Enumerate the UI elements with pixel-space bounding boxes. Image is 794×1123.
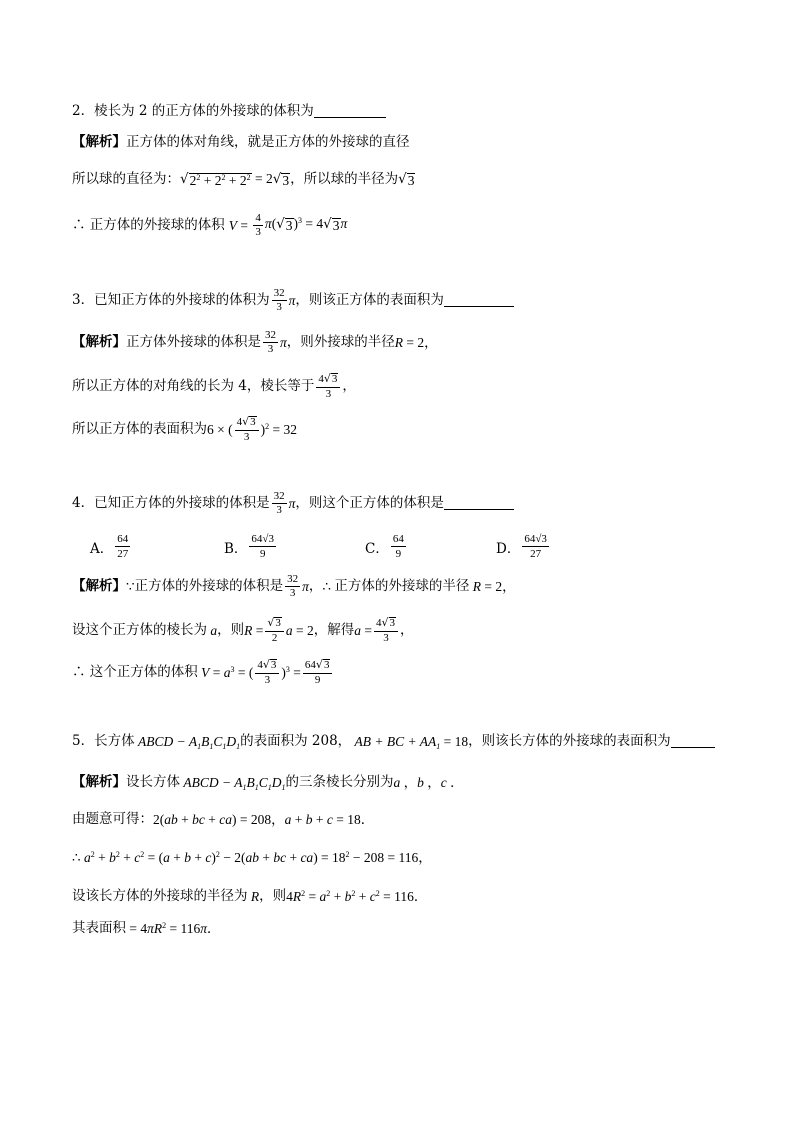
problem-4-volume: ∴ 这个正方体的体积 $V = a^3$ = ( 4 √ 3 3 )$^3$ = 64 √ 3 9 <box>72 659 334 686</box>
problem-3-area: 所以正方体的表面积为 6 × ( 4 √ 3 3 )$^2$ = 32 <box>72 415 297 443</box>
problem-5-question: 5．长方体 ABCD − $A_1B_1C_1D_1$ 的表面积为 208， AB + BC + $AA_1$ = 18 ，则该长方体的外接球的表面积为 <box>72 735 715 749</box>
problem-2-solution: 【解析】 正方体的体对角线，就是正方体的外接球的直径 <box>72 134 410 150</box>
problem-4-edge: 设这个正方体的棱长为 a ，则 R = √ 3 2 a = 2 ，解得 a = 4 √ 3 3 ， <box>72 616 414 644</box>
problem-2-question: 2．棱长为 2 的正方体的外接球的体积为 <box>72 105 386 119</box>
math-expression: V <box>228 217 238 233</box>
option-b[interactable]: B． $\frac{64√3}{9}$ <box>224 533 274 560</box>
problem-5-answer: 其表面积 = $4\pi R^2 = 116\pi$． <box>72 920 221 936</box>
answer-blank <box>444 497 514 510</box>
problem-2-volume: ∴ 正方体的外接球的体积 V = $\frac{4}{3}$ π( √ 3 )$^3$ = 4 √ 3 π <box>72 212 348 238</box>
answer-blank <box>444 294 514 307</box>
problem-3-solution: 【解析】 正方体外接球的体积是 $\frac{32}{3}$ π ，则外接球的半径 R = 2， <box>72 329 438 355</box>
problem-5-condition: 由题意可得： 2(ab + bc + ca) = 208，a + b + c = 18． <box>72 811 375 827</box>
math-expression: √ $2^2 + 2^2 + 2^2$ = 2 √ 3 <box>180 171 290 188</box>
problem-5-solution: 【解析】 设长方体 ABCD − $A_1B_1C_1D_1$ 的三条棱长分别为 a ，b ，c ． <box>72 774 464 792</box>
option-d[interactable]: D． $\frac{64√3}{27}$ <box>496 533 547 560</box>
problem-5-radius: 设该长方体的外接球的半径为 R ，则 $4R^2 = a^2 + b^2 + c^2 = 116$． <box>72 888 428 904</box>
problem-3-edge: 所以正方体的对角线的长为 4，棱长等于 4 √ 3 3 ， <box>72 372 356 400</box>
math-expression: √ 3 <box>398 170 415 188</box>
problem-4-question: 4．已知正方体的外接球的体积是 $\frac{32}{3}$ π ，则这个正方体的体积是 <box>72 491 514 516</box>
option-a[interactable]: A． $\frac{64}{27}$ <box>90 533 129 560</box>
option-c[interactable]: C． $\frac{64}{9}$ <box>365 533 404 560</box>
problem-3-question: 3．已知正方体的外接球的体积为 $\frac{32}{3}$ π ，则该正方体的表面积为 <box>72 288 514 313</box>
answer-blank <box>671 735 715 748</box>
problem-4-solution: 【解析】 ∵ 正方体的外接球的体积是 $\frac{32}{3}$ π ， ∴ 正方体的外接球的半径 R = 2， <box>72 573 516 599</box>
problem-2-diameter: 所以球的直径为： √ $2^2 + 2^2 + 2^2$ = 2 √ 3 ，所以球的半径为 √ 3 <box>72 170 415 188</box>
answer-blank <box>314 105 386 118</box>
problem-5-derivation: ∴ $a^2 + b^2 + c^2 = (a + b + c)^2 - 2(ab$ + bc + $ca) = 18^2 - 208 = 116$， <box>72 850 432 865</box>
